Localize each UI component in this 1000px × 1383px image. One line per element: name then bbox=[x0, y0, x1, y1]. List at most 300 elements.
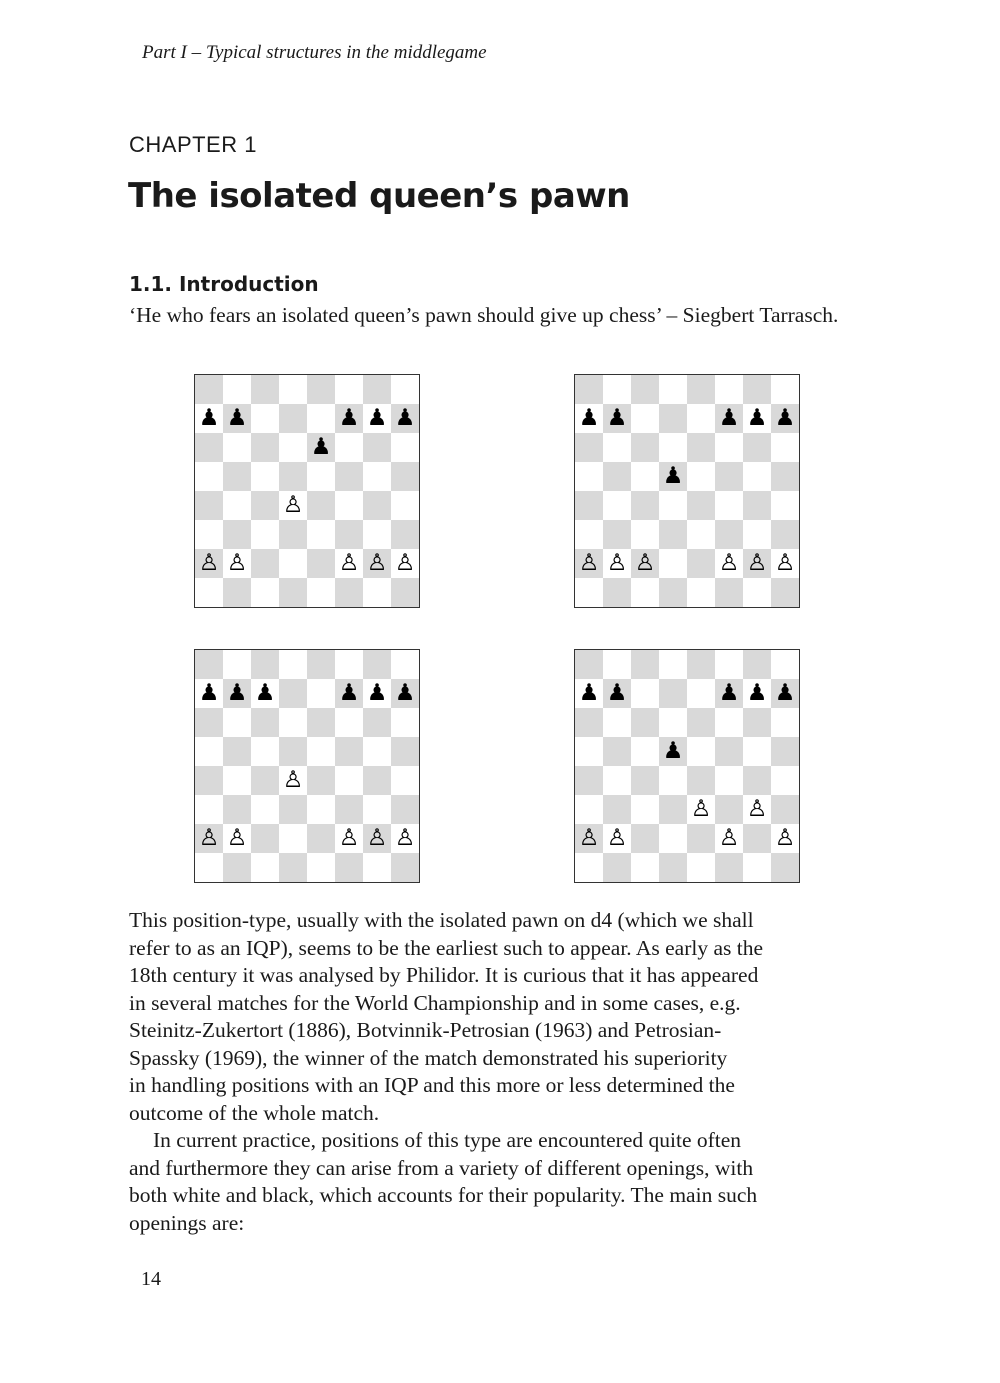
board-square-g6 bbox=[743, 708, 771, 737]
board-square-g2 bbox=[363, 549, 391, 578]
board-square-a4 bbox=[575, 766, 603, 795]
board-square-h2 bbox=[771, 549, 799, 578]
board-square-g8 bbox=[743, 375, 771, 404]
board-square-e2 bbox=[307, 824, 335, 853]
board-square-a1 bbox=[575, 578, 603, 607]
board-square-a2 bbox=[575, 549, 603, 578]
board-square-g7 bbox=[743, 404, 771, 433]
board-square-e3 bbox=[687, 520, 715, 549]
white-pawn-icon: ♙ bbox=[774, 825, 796, 851]
board-square-f4 bbox=[715, 766, 743, 795]
board-square-d5 bbox=[279, 737, 307, 766]
epigraph-quote: ‘He who fears an isolated queen’s pawn should give up chess’ – Siegbert Tarrasch. bbox=[129, 303, 839, 327]
board-square-e2 bbox=[307, 549, 335, 578]
white-pawn-icon: ♙ bbox=[774, 550, 796, 576]
white-pawn-icon: ♙ bbox=[366, 825, 388, 851]
board-square-f6 bbox=[715, 433, 743, 462]
board-square-c3 bbox=[251, 520, 279, 549]
board-square-a7 bbox=[195, 679, 223, 708]
board-square-a1 bbox=[575, 853, 603, 882]
board-square-c6 bbox=[251, 433, 279, 462]
board-square-h8 bbox=[771, 650, 799, 679]
board-square-a8 bbox=[575, 650, 603, 679]
board-square-h1 bbox=[771, 853, 799, 882]
board-square-g3 bbox=[743, 520, 771, 549]
board-square-b3 bbox=[603, 520, 631, 549]
board-square-b3 bbox=[223, 520, 251, 549]
board-square-a2 bbox=[195, 549, 223, 578]
board-square-c8 bbox=[251, 650, 279, 679]
board-square-d1 bbox=[279, 578, 307, 607]
board-square-a8 bbox=[195, 650, 223, 679]
board-square-e8 bbox=[307, 650, 335, 679]
board-square-d2 bbox=[279, 824, 307, 853]
black-pawn-icon: ♟ bbox=[394, 405, 416, 431]
board-square-f5 bbox=[715, 737, 743, 766]
board-square-f3 bbox=[335, 795, 363, 824]
board-square-g4 bbox=[743, 491, 771, 520]
board-square-b2 bbox=[223, 824, 251, 853]
black-pawn-icon: ♟ bbox=[578, 680, 600, 706]
body-paragraph-1: This position-type, usually with the isolated pawn on d4 (which we shall refer to as an IQP), seems to be the earliest such to appear. As early as the 18th century it was analysed by Philidor. It is curious that it has appeared in several matches for the World Championship and in some cases, e.g. Steinitz-Zukertort (1886), Botvinnik-Petrosian (1963) and Petrosian- Spassky (1969), the winner of the match demonstrated his superiority in handling positions with an IQP and this more or less determined the outcome of the whole match. bbox=[129, 908, 764, 1125]
board-square-h6 bbox=[771, 708, 799, 737]
board-square-c1 bbox=[631, 578, 659, 607]
chapter-label: CHAPTER 1 bbox=[129, 132, 257, 157]
board-square-h1 bbox=[391, 578, 419, 607]
running-head: Part I – Typical structures in the middlegame bbox=[142, 42, 487, 63]
board-square-c1 bbox=[251, 578, 279, 607]
board-square-f1 bbox=[335, 578, 363, 607]
board-square-g8 bbox=[363, 650, 391, 679]
board-square-f3 bbox=[715, 520, 743, 549]
board-square-b5 bbox=[603, 737, 631, 766]
board-square-c4 bbox=[631, 491, 659, 520]
board-square-e8 bbox=[687, 375, 715, 404]
board-square-e5 bbox=[687, 462, 715, 491]
board-square-b7 bbox=[223, 679, 251, 708]
board-square-f5 bbox=[335, 737, 363, 766]
board-square-d4 bbox=[659, 766, 687, 795]
board-square-a1 bbox=[195, 853, 223, 882]
board-square-e5 bbox=[687, 737, 715, 766]
board-square-h7 bbox=[391, 679, 419, 708]
board-square-g2 bbox=[363, 824, 391, 853]
board-square-g6 bbox=[363, 433, 391, 462]
board-square-f8 bbox=[715, 650, 743, 679]
board-square-f8 bbox=[715, 375, 743, 404]
board-square-g3 bbox=[743, 795, 771, 824]
board-square-a6 bbox=[575, 708, 603, 737]
board-square-d4 bbox=[279, 766, 307, 795]
board-square-d6 bbox=[659, 708, 687, 737]
board-square-e4 bbox=[687, 766, 715, 795]
board-square-b3 bbox=[223, 795, 251, 824]
board-square-h2 bbox=[771, 824, 799, 853]
white-pawn-icon: ♙ bbox=[226, 550, 248, 576]
board-square-h5 bbox=[391, 737, 419, 766]
board-square-g3 bbox=[363, 795, 391, 824]
board-square-h5 bbox=[391, 462, 419, 491]
board-square-g2 bbox=[743, 549, 771, 578]
board-square-c8 bbox=[631, 650, 659, 679]
board-square-a7 bbox=[575, 404, 603, 433]
board-square-a2 bbox=[195, 824, 223, 853]
board-square-b4 bbox=[603, 766, 631, 795]
white-pawn-icon: ♙ bbox=[394, 825, 416, 851]
black-pawn-icon: ♟ bbox=[774, 405, 796, 431]
board-square-a3 bbox=[195, 520, 223, 549]
white-pawn-icon: ♙ bbox=[338, 825, 360, 851]
board-square-f6 bbox=[335, 708, 363, 737]
board-square-a7 bbox=[575, 679, 603, 708]
board-square-g8 bbox=[743, 650, 771, 679]
board-square-c7 bbox=[251, 404, 279, 433]
board-square-f1 bbox=[335, 853, 363, 882]
board-square-g5 bbox=[743, 737, 771, 766]
board-square-e7 bbox=[307, 679, 335, 708]
board-square-b8 bbox=[223, 650, 251, 679]
white-pawn-icon: ♙ bbox=[366, 550, 388, 576]
board-square-c5 bbox=[251, 462, 279, 491]
body-paragraph-2: In current practice, positions of this type are encountered quite often and furthermore they can arise from a variety of different openings, with both white and black, which accounts for their popularity. The main such openings are: bbox=[129, 1128, 758, 1235]
board-square-d4 bbox=[659, 491, 687, 520]
board-square-f2 bbox=[335, 824, 363, 853]
board-square-h3 bbox=[771, 520, 799, 549]
board-square-c2 bbox=[631, 549, 659, 578]
board-square-h4 bbox=[771, 766, 799, 795]
white-pawn-icon: ♙ bbox=[338, 550, 360, 576]
chess-diagram-4 bbox=[574, 649, 800, 883]
board-square-g8 bbox=[363, 375, 391, 404]
black-pawn-icon: ♟ bbox=[310, 434, 332, 460]
section-heading: 1.1. Introduction bbox=[129, 272, 319, 296]
white-pawn-icon: ♙ bbox=[690, 796, 712, 822]
board-square-c8 bbox=[251, 375, 279, 404]
board-square-e2 bbox=[687, 824, 715, 853]
board-square-a5 bbox=[195, 462, 223, 491]
board-square-c4 bbox=[251, 491, 279, 520]
board-square-f5 bbox=[715, 462, 743, 491]
board-square-e1 bbox=[307, 853, 335, 882]
white-pawn-icon: ♙ bbox=[578, 825, 600, 851]
black-pawn-icon: ♟ bbox=[746, 405, 768, 431]
board-square-b8 bbox=[603, 650, 631, 679]
board-square-f8 bbox=[335, 375, 363, 404]
board-square-e3 bbox=[307, 795, 335, 824]
board-square-b8 bbox=[603, 375, 631, 404]
board-square-c8 bbox=[631, 375, 659, 404]
board-square-d2 bbox=[659, 824, 687, 853]
board-square-g1 bbox=[363, 578, 391, 607]
board-square-h6 bbox=[391, 708, 419, 737]
board-square-f5 bbox=[335, 462, 363, 491]
board-square-a3 bbox=[575, 520, 603, 549]
board-square-h7 bbox=[771, 679, 799, 708]
board-square-b6 bbox=[223, 433, 251, 462]
black-pawn-icon: ♟ bbox=[394, 680, 416, 706]
board-square-c1 bbox=[251, 853, 279, 882]
board-square-c7 bbox=[631, 679, 659, 708]
board-square-b2 bbox=[223, 549, 251, 578]
board-square-h7 bbox=[771, 404, 799, 433]
board-square-a7 bbox=[195, 404, 223, 433]
board-square-d7 bbox=[279, 679, 307, 708]
board-square-d3 bbox=[279, 520, 307, 549]
board-square-g7 bbox=[363, 679, 391, 708]
white-pawn-icon: ♙ bbox=[198, 550, 220, 576]
board-square-g6 bbox=[743, 433, 771, 462]
black-pawn-icon: ♟ bbox=[254, 680, 276, 706]
black-pawn-icon: ♟ bbox=[774, 680, 796, 706]
board-square-f7 bbox=[335, 679, 363, 708]
black-pawn-icon: ♟ bbox=[366, 405, 388, 431]
board-square-c2 bbox=[631, 824, 659, 853]
board-square-d5 bbox=[659, 462, 687, 491]
board-square-h1 bbox=[771, 578, 799, 607]
board-square-f4 bbox=[335, 491, 363, 520]
board-square-e4 bbox=[307, 766, 335, 795]
board-square-c5 bbox=[631, 737, 659, 766]
black-pawn-icon: ♟ bbox=[718, 405, 740, 431]
board-square-e7 bbox=[687, 679, 715, 708]
black-pawn-icon: ♟ bbox=[338, 680, 360, 706]
board-square-a5 bbox=[575, 462, 603, 491]
board-square-c7 bbox=[631, 404, 659, 433]
board-square-a6 bbox=[195, 708, 223, 737]
board-square-f2 bbox=[335, 549, 363, 578]
black-pawn-icon: ♟ bbox=[226, 405, 248, 431]
white-pawn-icon: ♙ bbox=[282, 492, 304, 518]
board-square-d3 bbox=[279, 795, 307, 824]
board-square-d6 bbox=[279, 433, 307, 462]
board-square-a4 bbox=[575, 491, 603, 520]
board-square-a8 bbox=[195, 375, 223, 404]
board-square-a4 bbox=[195, 491, 223, 520]
board-square-d4 bbox=[279, 491, 307, 520]
board-square-h5 bbox=[771, 737, 799, 766]
board-square-e1 bbox=[687, 578, 715, 607]
board-square-e6 bbox=[687, 433, 715, 462]
board-square-b4 bbox=[223, 766, 251, 795]
black-pawn-icon: ♟ bbox=[606, 680, 628, 706]
board-square-g4 bbox=[743, 766, 771, 795]
chess-diagram-1 bbox=[194, 374, 420, 608]
black-pawn-icon: ♟ bbox=[718, 680, 740, 706]
board-square-e7 bbox=[307, 404, 335, 433]
board-square-b6 bbox=[223, 708, 251, 737]
board-square-h8 bbox=[771, 375, 799, 404]
board-square-c6 bbox=[631, 708, 659, 737]
board-square-b3 bbox=[603, 795, 631, 824]
board-square-b2 bbox=[603, 824, 631, 853]
board-square-e3 bbox=[307, 520, 335, 549]
page-number: 14 bbox=[141, 1268, 161, 1290]
black-pawn-icon: ♟ bbox=[226, 680, 248, 706]
chess-diagram-2 bbox=[574, 374, 800, 608]
board-square-a5 bbox=[575, 737, 603, 766]
board-square-b1 bbox=[223, 578, 251, 607]
board-square-c3 bbox=[251, 795, 279, 824]
board-square-g1 bbox=[743, 578, 771, 607]
board-square-f4 bbox=[335, 766, 363, 795]
board-square-a6 bbox=[195, 433, 223, 462]
board-square-g5 bbox=[743, 462, 771, 491]
board-square-b7 bbox=[603, 404, 631, 433]
black-pawn-icon: ♟ bbox=[198, 405, 220, 431]
board-square-g1 bbox=[743, 853, 771, 882]
board-square-a3 bbox=[575, 795, 603, 824]
board-square-h2 bbox=[391, 549, 419, 578]
board-square-b5 bbox=[603, 462, 631, 491]
white-pawn-icon: ♙ bbox=[746, 796, 768, 822]
board-square-d6 bbox=[659, 433, 687, 462]
board-square-e5 bbox=[307, 462, 335, 491]
board-square-d3 bbox=[659, 520, 687, 549]
board-square-d1 bbox=[659, 853, 687, 882]
board-square-d7 bbox=[279, 404, 307, 433]
board-square-h3 bbox=[391, 795, 419, 824]
board-square-f2 bbox=[715, 549, 743, 578]
board-square-f3 bbox=[715, 795, 743, 824]
black-pawn-icon: ♟ bbox=[338, 405, 360, 431]
white-pawn-icon: ♙ bbox=[606, 825, 628, 851]
board-square-d7 bbox=[659, 679, 687, 708]
board-square-g4 bbox=[363, 766, 391, 795]
white-pawn-icon: ♙ bbox=[718, 825, 740, 851]
board-square-f7 bbox=[715, 679, 743, 708]
black-pawn-icon: ♟ bbox=[606, 405, 628, 431]
board-square-f1 bbox=[715, 853, 743, 882]
board-square-h6 bbox=[391, 433, 419, 462]
white-pawn-icon: ♙ bbox=[394, 550, 416, 576]
board-square-b1 bbox=[223, 853, 251, 882]
board-square-f7 bbox=[335, 404, 363, 433]
board-square-d8 bbox=[279, 650, 307, 679]
board-square-b4 bbox=[223, 491, 251, 520]
white-pawn-icon: ♙ bbox=[578, 550, 600, 576]
board-square-b5 bbox=[223, 737, 251, 766]
board-square-g7 bbox=[363, 404, 391, 433]
board-square-b8 bbox=[223, 375, 251, 404]
board-square-e8 bbox=[687, 650, 715, 679]
board-square-f7 bbox=[715, 404, 743, 433]
board-square-g1 bbox=[363, 853, 391, 882]
black-pawn-icon: ♟ bbox=[746, 680, 768, 706]
board-square-a5 bbox=[195, 737, 223, 766]
board-square-d5 bbox=[659, 737, 687, 766]
board-square-d8 bbox=[279, 375, 307, 404]
board-square-g4 bbox=[363, 491, 391, 520]
board-square-c4 bbox=[631, 766, 659, 795]
board-square-e7 bbox=[687, 404, 715, 433]
board-square-b4 bbox=[603, 491, 631, 520]
board-square-e3 bbox=[687, 795, 715, 824]
board-square-a8 bbox=[575, 375, 603, 404]
white-pawn-icon: ♙ bbox=[634, 550, 656, 576]
board-square-h8 bbox=[391, 375, 419, 404]
board-square-d8 bbox=[659, 650, 687, 679]
board-square-h3 bbox=[771, 795, 799, 824]
board-square-a1 bbox=[195, 578, 223, 607]
board-square-g6 bbox=[363, 708, 391, 737]
board-square-b7 bbox=[223, 404, 251, 433]
black-pawn-icon: ♟ bbox=[578, 405, 600, 431]
board-square-b7 bbox=[603, 679, 631, 708]
board-square-f1 bbox=[715, 578, 743, 607]
board-square-f2 bbox=[715, 824, 743, 853]
white-pawn-icon: ♙ bbox=[226, 825, 248, 851]
board-square-e4 bbox=[307, 491, 335, 520]
board-square-b1 bbox=[603, 578, 631, 607]
board-square-b5 bbox=[223, 462, 251, 491]
board-square-e4 bbox=[687, 491, 715, 520]
board-square-b6 bbox=[603, 433, 631, 462]
board-square-c6 bbox=[251, 708, 279, 737]
white-pawn-icon: ♙ bbox=[746, 550, 768, 576]
board-square-f8 bbox=[335, 650, 363, 679]
board-square-e1 bbox=[307, 578, 335, 607]
board-square-e6 bbox=[307, 433, 335, 462]
board-square-f6 bbox=[715, 708, 743, 737]
board-square-g5 bbox=[363, 737, 391, 766]
white-pawn-icon: ♙ bbox=[198, 825, 220, 851]
board-square-d2 bbox=[659, 549, 687, 578]
board-square-c6 bbox=[631, 433, 659, 462]
white-pawn-icon: ♙ bbox=[606, 550, 628, 576]
board-square-c7 bbox=[251, 679, 279, 708]
board-square-h3 bbox=[391, 520, 419, 549]
board-square-b6 bbox=[603, 708, 631, 737]
board-square-d1 bbox=[279, 853, 307, 882]
board-square-b1 bbox=[603, 853, 631, 882]
board-square-e2 bbox=[687, 549, 715, 578]
black-pawn-icon: ♟ bbox=[662, 463, 684, 489]
board-square-f6 bbox=[335, 433, 363, 462]
black-pawn-icon: ♟ bbox=[662, 738, 684, 764]
board-square-d5 bbox=[279, 462, 307, 491]
board-square-c3 bbox=[631, 520, 659, 549]
board-square-d7 bbox=[659, 404, 687, 433]
board-square-c5 bbox=[631, 462, 659, 491]
chapter-title: The isolated queen’s pawn bbox=[128, 176, 630, 216]
board-square-h4 bbox=[771, 491, 799, 520]
board-square-e6 bbox=[307, 708, 335, 737]
board-square-d1 bbox=[659, 578, 687, 607]
board-square-h4 bbox=[391, 766, 419, 795]
board-square-h8 bbox=[391, 650, 419, 679]
board-square-d8 bbox=[659, 375, 687, 404]
board-square-e5 bbox=[307, 737, 335, 766]
board-square-h5 bbox=[771, 462, 799, 491]
board-square-h2 bbox=[391, 824, 419, 853]
board-square-c5 bbox=[251, 737, 279, 766]
board-square-d2 bbox=[279, 549, 307, 578]
board-square-c3 bbox=[631, 795, 659, 824]
board-square-e1 bbox=[687, 853, 715, 882]
board-square-e8 bbox=[307, 375, 335, 404]
board-square-f4 bbox=[715, 491, 743, 520]
board-square-c2 bbox=[251, 549, 279, 578]
board-square-b2 bbox=[603, 549, 631, 578]
board-square-h4 bbox=[391, 491, 419, 520]
board-square-a4 bbox=[195, 766, 223, 795]
board-square-g2 bbox=[743, 824, 771, 853]
white-pawn-icon: ♙ bbox=[718, 550, 740, 576]
board-square-c4 bbox=[251, 766, 279, 795]
board-square-d6 bbox=[279, 708, 307, 737]
board-square-h1 bbox=[391, 853, 419, 882]
board-square-f3 bbox=[335, 520, 363, 549]
